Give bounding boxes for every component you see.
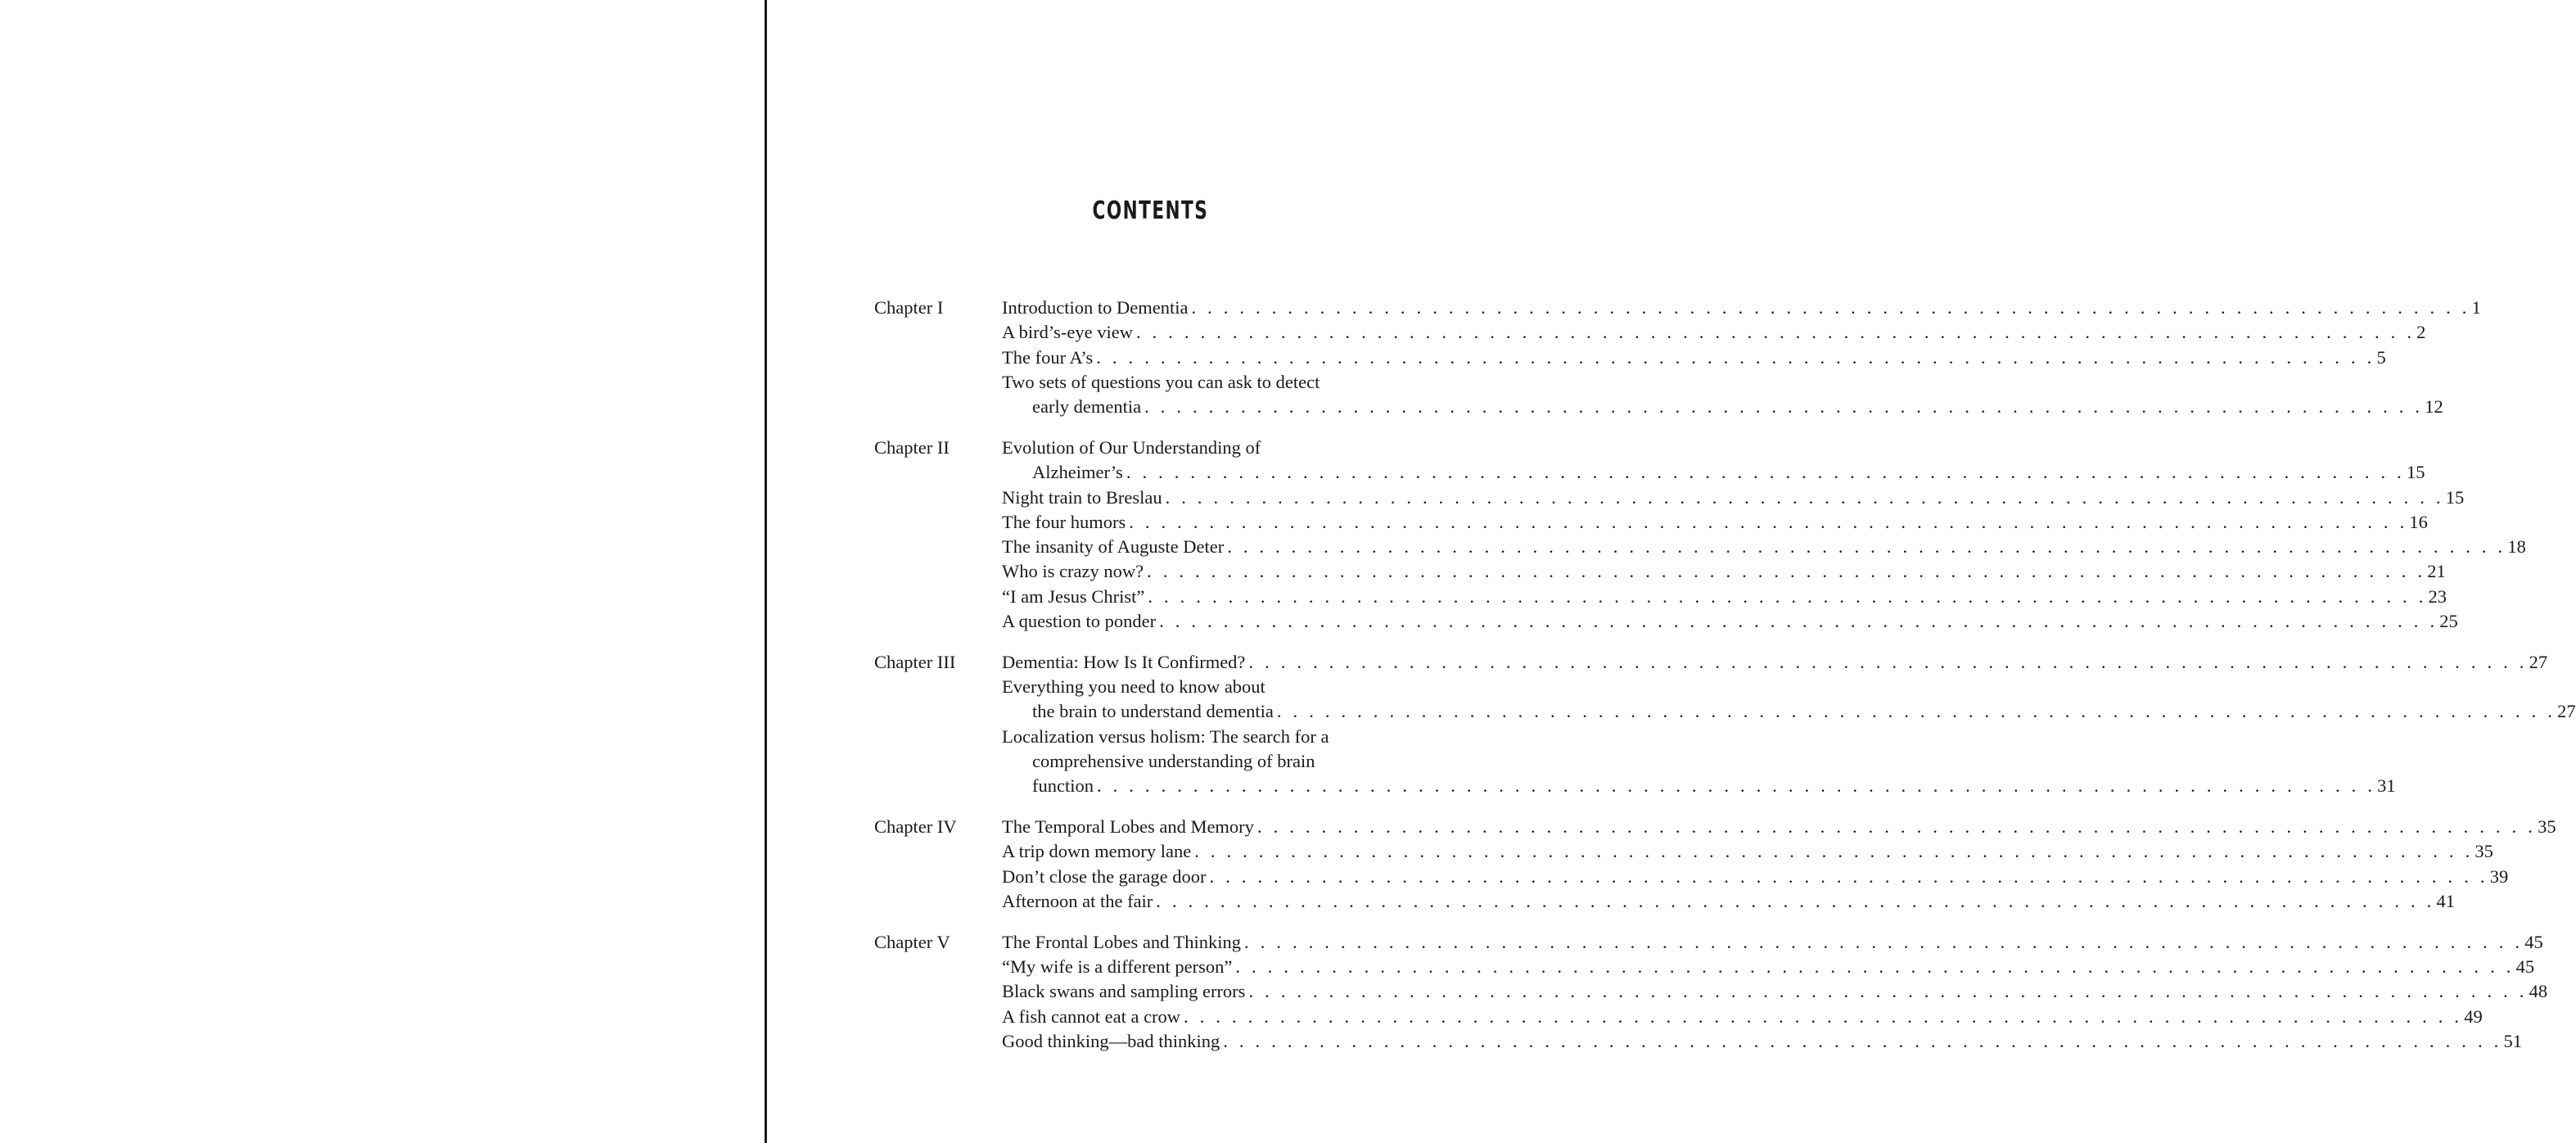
- toc-chapter: [874, 815, 2556, 914]
- dot-leader: . . . . . . . . . . . . . . . . . . . . . . . . . . . . . . . . . . . . . . . . . . . . . . . . . . . . . . . . . . . . . . . . . . . . . . . . . . . . . . . .: [1144, 396, 2424, 418]
- toc-entry[interactable]: [1002, 320, 2426, 345]
- dot-leader: . . . . . . . . . . . . . . . . . . . . . . . . . . . . . . . . . . . . . . . . . . . . . . . . . . . . . . . . . . . . . . . . . . . . . . . . . . . . . . . .: [1223, 1031, 2502, 1052]
- entry-title-line: Two sets of questions you can ask to detect: [1002, 371, 1320, 392]
- chapter-label: Chapter III: [874, 651, 956, 672]
- dot-leader: . . . . . . . . . . . . . . . . . . . . . . . . . . . . . . . . . . . . . . . . . . . . . . . . . . . . . . . . . . . . . . . . . . . . . . . . . . . . . . . .: [1191, 297, 2470, 318]
- dot-leader: . . . . . . . . . . . . . . . . . . . . . . . . . . . . . . . . . . . . . . . . . . . . . . . . . . . . . . . . . . . . . . . . . . . . . . . . . . . . . . . .: [1096, 346, 2375, 368]
- toc-entry[interactable]: [1002, 815, 2556, 839]
- page-number: 48: [2529, 981, 2548, 1002]
- entry-title: Dementia: How Is It Confirmed?: [1002, 650, 1248, 675]
- toc-entry[interactable]: [1002, 486, 2465, 510]
- page-number: 21: [2427, 561, 2446, 582]
- page-number: 23: [2428, 585, 2447, 607]
- dot-leader: . . . . . . . . . . . . . . . . . . . . . . . . . . . . . . . . . . . . . . . . . . . . . . . . . . . . . . . . . . . . . . . . . . . . . . . . . . . . . . . .: [1147, 561, 2426, 582]
- page-number: 1: [2471, 297, 2481, 318]
- dot-leader: . . . . . . . . . . . . . . . . . . . . . . . . . . . . . . . . . . . . . . . . . . . . . . . . . . . . . . . . . . . . . . . . . . . . . . . . . . . . . . . .: [1184, 1005, 2463, 1027]
- toc-entry[interactable]: [1002, 930, 2543, 955]
- entry-title: Who is crazy now?: [1002, 559, 1147, 584]
- toc-entry[interactable]: [1002, 725, 2396, 799]
- page-number: 41: [2436, 891, 2455, 912]
- page-number: 15: [2445, 486, 2465, 508]
- toc-chapter: [874, 296, 2481, 419]
- toc-entry[interactable]: [1002, 675, 2576, 725]
- table-of-contents: [874, 296, 2576, 1070]
- dot-leader: . . . . . . . . . . . . . . . . . . . . . . . . . . . . . . . . . . . . . . . . . . . . . . . . . . . . . . . . . . . . . . . . . . . . . . . . . . . . . . . .: [1244, 931, 2524, 952]
- entry-title: A bird’s-eye view: [1002, 320, 1136, 345]
- page-number: 16: [2409, 511, 2428, 532]
- page-number: 45: [2524, 931, 2543, 952]
- chapter-label: Chapter V: [874, 931, 950, 952]
- toc-entry[interactable]: [1002, 1005, 2483, 1029]
- entry-title: the brain to understand dementia: [1032, 699, 1277, 724]
- entry-title: The Frontal Lobes and Thinking: [1002, 930, 1244, 955]
- dot-leader: . . . . . . . . . . . . . . . . . . . . . . . . . . . . . . . . . . . . . . . . . . . . . . . . . . . . . . . . . . . . . . . . . . . . . . . . . . . . . . . .: [1159, 611, 2438, 632]
- dot-leader: . . . . . . . . . . . . . . . . . . . . . . . . . . . . . . . . . . . . . . . . . . . . . . . . . . . . . . . . . . . . . . . . . . . . . . . . . . . . . . . .: [1248, 651, 2528, 672]
- entry-title: Introduction to Dementia: [1002, 296, 1191, 320]
- page-number: 49: [2464, 1005, 2483, 1027]
- entry-title-line: comprehensive understanding of brain: [1032, 751, 1315, 772]
- toc-entry[interactable]: [1002, 370, 2443, 420]
- chapter-entries: [1002, 930, 2548, 1054]
- chapter-entries: [1002, 296, 2481, 419]
- entry-title: Alzheimer’s: [1032, 460, 1126, 485]
- entry-title: Black swans and sampling errors: [1002, 979, 1248, 1004]
- entry-title: The Temporal Lobes and Memory: [1002, 815, 1257, 839]
- entry-title: “I am Jesus Christ”: [1002, 585, 1148, 609]
- entry-title: early dementia: [1032, 395, 1144, 419]
- page-number: 51: [2503, 1031, 2522, 1052]
- entry-title-line: Evolution of Our Understanding of: [1002, 436, 1261, 458]
- chapter-entries: [1002, 815, 2556, 914]
- entry-title: The four A’s: [1002, 346, 1096, 370]
- toc-entry[interactable]: [1002, 436, 2425, 486]
- dot-leader: . . . . . . . . . . . . . . . . . . . . . . . . . . . . . . . . . . . . . . . . . . . . . . . . . . . . . . . . . . . . . . . . . . . . . . . . . . . . . . . .: [1256, 816, 2537, 838]
- dot-leader: . . . . . . . . . . . . . . . . . . . . . . . . . . . . . . . . . . . . . . . . . . . . . . . . . . . . . . . . . . . . . . . . . . . . . . . . . . . . . . . .: [1156, 891, 2435, 912]
- dot-leader: . . . . . . . . . . . . . . . . . . . . . . . . . . . . . . . . . . . . . . . . . . . . . . . . . . . . . . . . . . . . . . . . . . . . . . . . . . . . . . . .: [1096, 775, 2376, 797]
- entry-title: The insanity of Auguste Deter: [1002, 535, 1227, 559]
- page-number: 45: [2515, 956, 2535, 978]
- dot-leader: . . . . . . . . . . . . . . . . . . . . . . . . . . . . . . . . . . . . . . . . . . . . . . . . . . . . . . . . . . . . . . . . . . . . . . . . . . . . . . . .: [1209, 865, 2488, 887]
- dot-leader: . . . . . . . . . . . . . . . . . . . . . . . . . . . . . . . . . . . . . . . . . . . . . . . . . . . . . . . . . . . . . . . . . . . . . . . . . . . . . . . .: [1276, 701, 2556, 722]
- entry-title: Good thinking—bad thinking: [1002, 1029, 1223, 1054]
- page-number: 2: [2416, 322, 2426, 343]
- toc-chapter: [874, 930, 2548, 1054]
- toc-entry[interactable]: [1002, 955, 2535, 979]
- dot-leader: . . . . . . . . . . . . . . . . . . . . . . . . . . . . . . . . . . . . . . . . . . . . . . . . . . . . . . . . . . . . . . . . . . . . . . . . . . . . . . . .: [1126, 462, 2405, 483]
- page-number: 12: [2425, 396, 2443, 418]
- page-number: 35: [2474, 841, 2493, 862]
- dot-leader: . . . . . . . . . . . . . . . . . . . . . . . . . . . . . . . . . . . . . . . . . . . . . . . . . . . . . . . . . . . . . . . . . . . . . . . . . . . . . . . .: [1248, 981, 2528, 1002]
- page-number: 27: [2557, 701, 2576, 722]
- toc-entry[interactable]: [1002, 609, 2458, 634]
- page-number: 15: [2407, 462, 2425, 483]
- page-number: 27: [2529, 651, 2548, 672]
- dot-leader: . . . . . . . . . . . . . . . . . . . . . . . . . . . . . . . . . . . . . . . . . . . . . . . . . . . . . . . . . . . . . . . . . . . . . . . . . . . . . . . .: [1235, 956, 2515, 978]
- contents-heading: [1027, 197, 1273, 225]
- toc-entry[interactable]: [1002, 559, 2446, 584]
- page-number: 39: [2489, 865, 2509, 887]
- entry-title: The four humors: [1002, 510, 1129, 535]
- contents-title: CONTENTS: [1092, 197, 1208, 225]
- toc-entry[interactable]: [1002, 979, 2548, 1004]
- dot-leader: . . . . . . . . . . . . . . . . . . . . . . . . . . . . . . . . . . . . . . . . . . . . . . . . . . . . . . . . . . . . . . . . . . . . . . . . . . . . . . . .: [1129, 511, 2408, 532]
- chapter-entries: [1002, 650, 2576, 799]
- entry-title: A trip down memory lane: [1002, 839, 1194, 864]
- entry-title: A question to ponder: [1002, 609, 1159, 634]
- entry-title: “My wife is a different person”: [1002, 955, 1235, 979]
- toc-entry[interactable]: [1002, 839, 2493, 864]
- dot-leader: . . . . . . . . . . . . . . . . . . . . . . . . . . . . . . . . . . . . . . . . . . . . . . . . . . . . . . . . . . . . . . . . . . . . . . . . . . . . . . . .: [1165, 486, 2444, 508]
- toc-chapter: [874, 650, 2576, 799]
- toc-entry[interactable]: [1002, 346, 2386, 370]
- toc-chapter: [874, 436, 2526, 634]
- chapter-label: Chapter IV: [874, 816, 957, 838]
- page-number: 35: [2538, 816, 2556, 838]
- entry-title: A fish cannot eat a crow: [1002, 1005, 1184, 1029]
- chapter-label: Chapter I: [874, 297, 944, 318]
- toc-entry[interactable]: [1002, 296, 2481, 320]
- toc-entry[interactable]: [1002, 585, 2447, 609]
- entry-title: Don’t close the garage door: [1002, 865, 1210, 889]
- toc-entry[interactable]: [1002, 650, 2548, 675]
- page-number: 31: [2377, 775, 2396, 797]
- left-page-blank: [0, 0, 765, 1143]
- toc-entry[interactable]: [1002, 865, 2509, 889]
- dot-leader: . . . . . . . . . . . . . . . . . . . . . . . . . . . . . . . . . . . . . . . . . . . . . . . . . . . . . . . . . . . . . . . . . . . . . . . . . . . . . . . .: [1135, 322, 2416, 343]
- entry-title-line: Everything you need to know about: [1002, 676, 1265, 698]
- toc-entry[interactable]: [1002, 889, 2455, 914]
- toc-entry[interactable]: [1002, 510, 2428, 535]
- entry-title-line: Localization versus holism: The search for a: [1002, 725, 1329, 747]
- toc-entry[interactable]: [1002, 1029, 2522, 1054]
- chapter-label: Chapter II: [874, 436, 950, 458]
- dot-leader: . . . . . . . . . . . . . . . . . . . . . . . . . . . . . . . . . . . . . . . . . . . . . . . . . . . . . . . . . . . . . . . . . . . . . . . . . . . . . . . .: [1227, 536, 2506, 558]
- entry-title: function: [1032, 774, 1097, 798]
- entry-title: Night train to Breslau: [1002, 486, 1166, 510]
- entry-title: Afternoon at the fair: [1002, 889, 1156, 914]
- page-number: 18: [2507, 536, 2526, 558]
- toc-entry[interactable]: [1002, 535, 2526, 559]
- page-number: 25: [2439, 611, 2458, 632]
- dot-leader: . . . . . . . . . . . . . . . . . . . . . . . . . . . . . . . . . . . . . . . . . . . . . . . . . . . . . . . . . . . . . . . . . . . . . . . . . . . . . . . .: [1194, 841, 2474, 862]
- page-number: 5: [2376, 346, 2386, 368]
- dot-leader: . . . . . . . . . . . . . . . . . . . . . . . . . . . . . . . . . . . . . . . . . . . . . . . . . . . . . . . . . . . . . . . . . . . . . . . . . . . . . . . .: [1148, 585, 2427, 607]
- chapter-entries: [1002, 436, 2526, 634]
